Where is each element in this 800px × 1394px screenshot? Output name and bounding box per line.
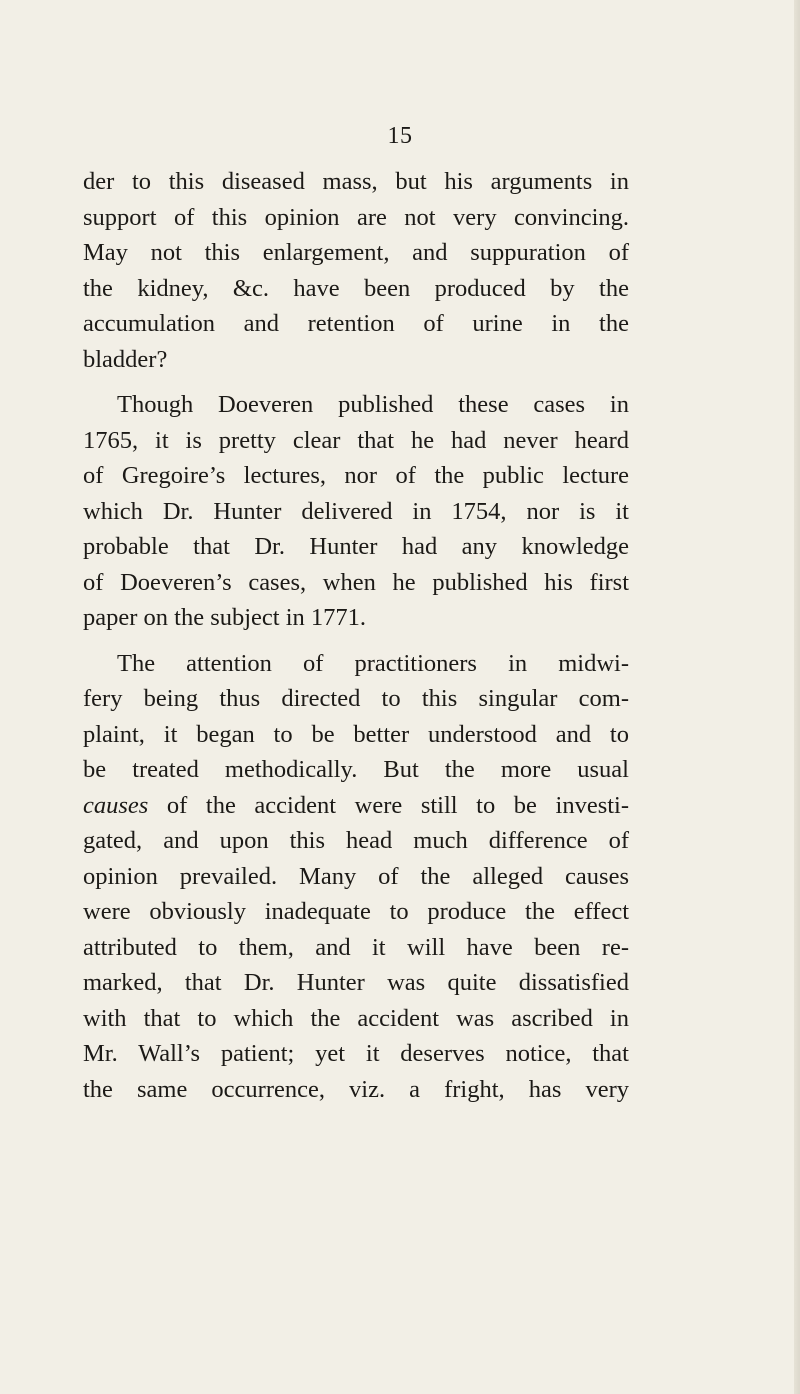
- text-line: of Gregoire’s lectures, nor of the public lecture: [83, 462, 629, 489]
- page-number: 15: [387, 123, 413, 149]
- text-line-with-italic: [83, 788, 629, 824]
- text-line: were obviously inadequate to produce the effect: [83, 898, 629, 925]
- text-line: der to this diseased mass, but his arguments in: [83, 168, 629, 195]
- text-line: plaint, it began to be better understood and to: [83, 720, 629, 748]
- text-line: with that to which the accident was ascribed in: [83, 1004, 629, 1032]
- text-line: the kidney, &c. have been produced by the: [83, 274, 629, 302]
- text-line: accumulation and retention of urine in the: [83, 310, 629, 337]
- text-line: paper on the subject in 1771.: [83, 604, 367, 631]
- page-edge-shadow: [794, 0, 800, 1394]
- text-line: 1765, it is pretty clear that he had never heard: [83, 426, 629, 454]
- text-line: Though Doeveren published these cases in: [117, 391, 629, 418]
- italic-word: causes: [83, 791, 149, 819]
- paragraph-3: [83, 646, 629, 1108]
- text-line: The attention of practitioners in midwi-: [117, 649, 629, 677]
- body-text: [83, 164, 629, 1117]
- paragraph-2: [83, 387, 629, 636]
- text-line: bladder?: [83, 345, 168, 373]
- text-line: be treated methodically. But the more usual: [83, 756, 629, 783]
- paragraph-1: [83, 164, 629, 377]
- text-line: the same occurrence, viz. a fright, has very: [83, 1075, 629, 1103]
- text-line: attributed to them, and it will have been re-: [83, 933, 629, 961]
- text-line-rest: of the accident were still to be investi-: [166, 791, 630, 819]
- text-line: probable that Dr. Hunter had any knowledge: [83, 533, 629, 560]
- text-line: support of this opinion are not very convincing.: [83, 203, 629, 231]
- text-line: opinion prevailed. Many of the alleged causes: [83, 862, 629, 890]
- text-line: marked, that Dr. Hunter was quite dissatisfied: [83, 969, 629, 996]
- text-line: May not this enlargement, and suppuration of: [83, 239, 629, 266]
- text-line: of Doeveren’s cases, when he published his first: [83, 568, 629, 596]
- text-line: fery being thus directed to this singular com-: [83, 685, 629, 712]
- text-line: which Dr. Hunter delivered in 1754, nor is it: [83, 497, 629, 525]
- text-line: Mr. Wall’s patient; yet it deserves notice, that: [83, 1040, 629, 1067]
- text-line: gated, and upon this head much difference of: [83, 827, 629, 854]
